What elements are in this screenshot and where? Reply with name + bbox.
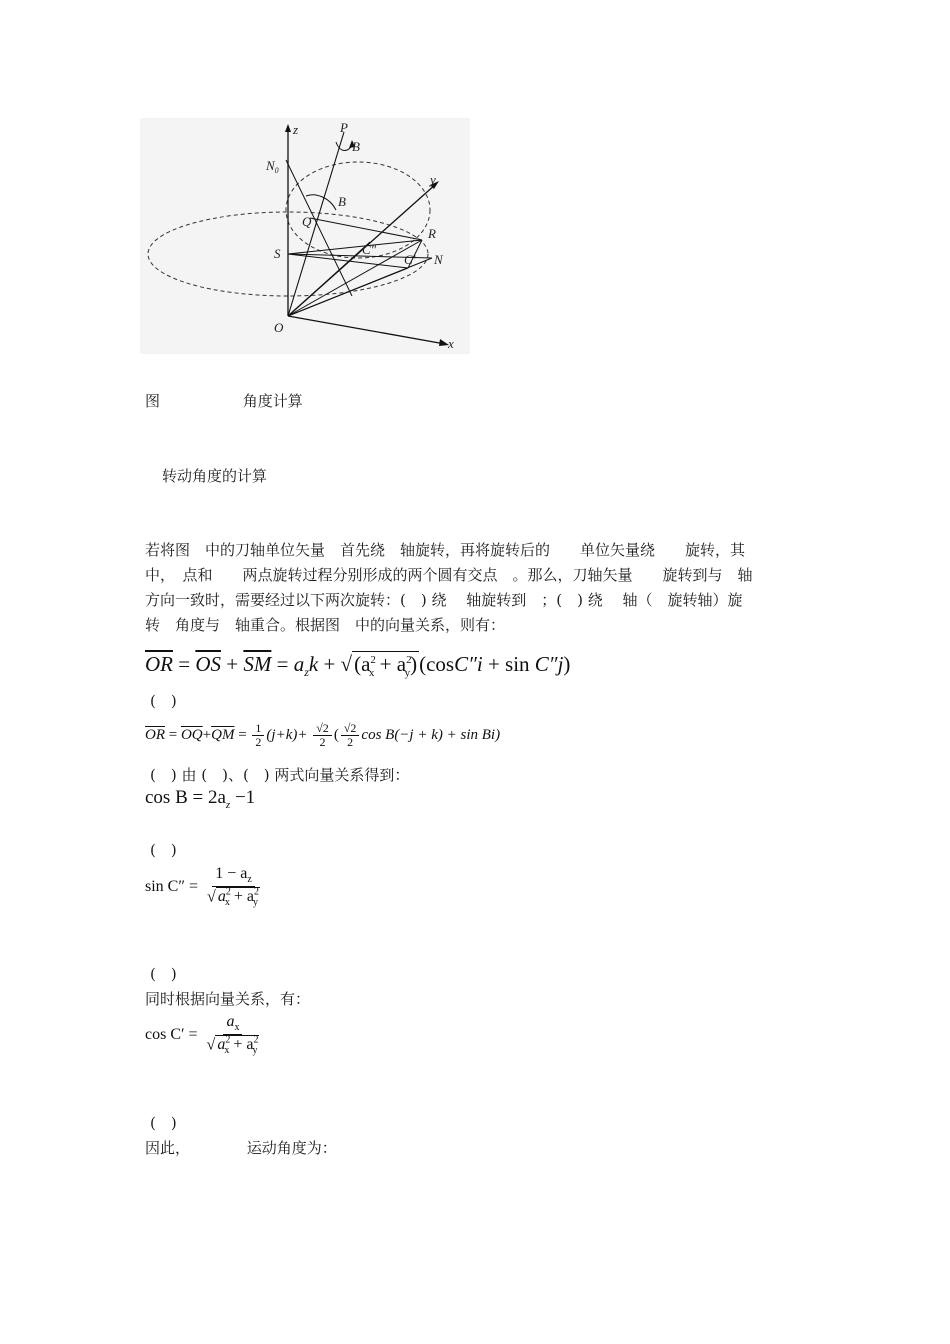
caption-prefix: 图 [145,392,161,410]
label-c-prime: C' [404,252,416,267]
equation-5: cos C′ = $\frac{a_x}{√ a^2_x + a^2_y}$ [145,1013,259,1057]
label-p: P [340,120,348,135]
equation-number-1: ( ) [150,692,177,710]
angle-calculation-figure [140,118,470,354]
therefore-prefix: 因此， [145,1139,191,1157]
equation-number-5: ( ) [150,1114,177,1132]
label-r: R [428,226,436,241]
label-y: y [430,172,436,187]
paragraph-line-1: 若将图 中的刀轴单位矢量 首先绕 轴旋转，再将旋转后的 单位矢量绕 旋转，其 [145,541,746,559]
therefore-suffix: 运动角度为： [246,1139,337,1157]
paragraph-line-3: 方向一致时，需要经过以下两次旋转：( ) 绕 轴旋转到 ；( ) 绕 轴（ 旋转轴）旋 [145,591,743,609]
label-q: Q [302,214,312,229]
label-b-top: B [352,139,360,154]
equation-number-4: ( ) [150,965,177,983]
paragraph-line-4: 转 角度与 轴重合。根据图 中的向量关系，则有： [145,616,506,634]
label-n0: $N_0$ [266,158,279,175]
paragraph-line-2: 中， 点和 两点旋转过程分别形成的两个圆有交点 。那么，刀轴矢量 旋转到与 轴 [145,566,753,584]
equation-number-3: ( ) [150,841,177,859]
therefore-line [145,1136,337,1161]
combine-line: ( ) 由 ( )、( ) 两式向量关系得到： [150,766,410,784]
also-line: 同时根据向量关系，有： [145,990,311,1008]
equation-3: $\cos B = 2a_z -1$ [145,787,256,811]
equation-4: sin C″ = $\frac{1 - a_z}{√ a^2_x + a^2_y}$ [145,865,259,909]
figure-caption [145,389,303,414]
label-o: O [274,320,284,335]
section-title: 转动角度的计算 [162,467,268,485]
label-z: z [293,122,299,137]
label-n: N [434,252,443,267]
equation-2: $\overline{OR} = \overline{OQ}+\overline{QM}$ = $\frac{1}{2}$ (j+k)+ $\frac{√2}{2}$ ( $\frac{√2}{2}$ cos B(−j + k) + sin Bi) [145,721,501,749]
label-c-double-prime: C" [362,242,377,257]
caption-title: 角度计算 [242,392,303,410]
label-x: x [448,336,454,351]
label-s: S [274,246,281,261]
equation-1: $\overline{OR} = \overline{OS} + \overline{SM} = a_zk + √(a^2_x + a^2_y)(\cos C''i + \sin C''j)$ [145,652,571,680]
label-b-mid: B [338,194,346,209]
